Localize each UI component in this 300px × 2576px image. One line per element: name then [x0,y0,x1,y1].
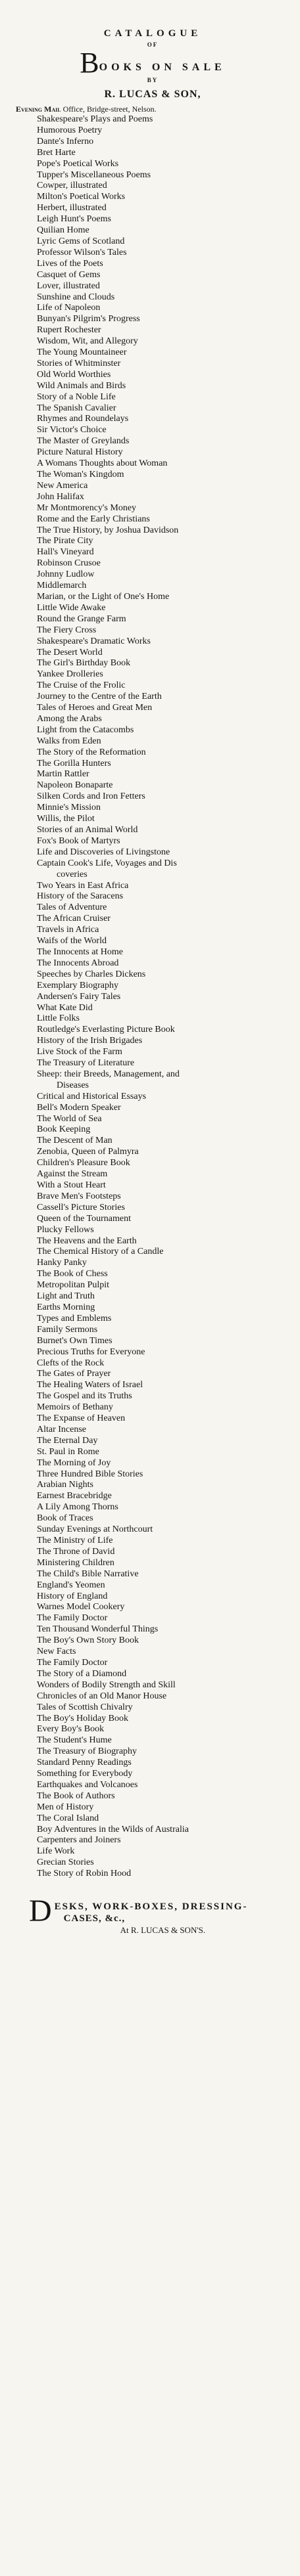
book-list-item: The Expanse of Heaven [37,1413,126,1424]
book-list-item: Metropolitan Pulpit [37,1280,110,1291]
book-list-item: Ten Thousand Wonderful Things [37,1624,159,1635]
book-list-item: Among the Arabs [37,713,102,724]
book-list-item: Arabian Nights [37,1480,93,1490]
book-list-item: Old World Worthies [37,369,111,380]
book-list-item: Lives of the Poets [37,258,103,269]
book-list-item: The Eternal Day [37,1435,98,1446]
book-list-item: Sir Victor's Choice [37,425,107,435]
book-list-item: Pope's Poetical Works [37,158,119,169]
title-initial: B [80,47,99,79]
book-list-item: Bunyan's Pilgrim's Progress [37,314,140,324]
book-list-item: Chronicles of an Old Manor House [37,1691,167,1701]
book-list-item: Shakespeare's Plays and Poems [37,114,153,124]
book-list-item: Standard Penny Readings [37,1758,132,1768]
book-list-item: The Family Doctor [37,1613,108,1624]
book-list-item: History of the Saracens [37,891,124,902]
book-list-item: Martin Rattler [37,769,89,780]
address-rest: Office, Bridge-street, Nelson. [61,104,157,114]
book-list-item: The Ministry of Life [37,1536,113,1545]
book-list-item: coveries [57,869,88,879]
book-list-item: Rome and the Early Christians [37,514,150,524]
book-list-item: History of the Irish Brigades [37,1036,143,1046]
book-list-item: Rupert Rochester [37,325,101,336]
book-list-item: A Womans Thoughts about Woman [37,458,168,469]
book-list-item: Stories of Whitminster [37,358,121,368]
book-list-item: The Fiery Cross [37,625,97,635]
book-list-item: England's Yeomen [37,1580,105,1590]
book-list-item: The True History, by Joshua Davidson [37,525,179,535]
book-list-item: The World of Sea [37,1113,102,1124]
book-list-item: The Chemical History of a Candle [37,1247,164,1257]
book-list-item: Children's Pleasure Book [37,1158,130,1168]
book-list-item: Earthquakes and Volcanoes [37,1779,138,1790]
book-list-item: Two Years in East Africa [37,880,129,891]
book-list-item: The Girl's Birthday Book [37,658,131,669]
book-list-item: The Gorilla Hunters [37,758,111,768]
book-list-item: Bell's Modern Speaker [37,1102,121,1113]
book-list-item: Plucky Fellows [37,1224,94,1235]
book-list-item: Willis, the Pilot [37,814,95,824]
publisher-name: R. LUCAS & SON, [104,89,201,100]
book-list-item: The Innocents at Home [37,946,124,957]
book-list-item: Tales of Adventure [37,902,107,913]
book-list-item: Fox's Book of Martyrs [37,835,120,846]
title-text: OOKS ON SALE [99,62,226,73]
catalogue-heading: CATALOGUE [103,28,202,39]
book-list-item: Travels in Africa [37,925,99,935]
book-list-item: Sunshine and Clouds [37,292,115,302]
footer-text [55,1897,248,1936]
book-list-item: John Halifax [37,491,84,502]
address-lead: Evening Mail [16,104,61,114]
of-label: OF [147,41,159,48]
book-list-item: New Facts [37,1647,76,1657]
book-list-item: The Heavens and the Earth [37,1235,137,1246]
book-list-item: Walks from Eden [37,736,101,746]
book-list-item: A Lily Among Thorns [37,1502,118,1513]
book-list-item: Tales of Scottish Chivalry [37,1702,133,1712]
book-list-item: The Spanish Cavalier [37,403,116,413]
book-list-item: Silken Cords and Iron Fetters [37,791,145,802]
book-list-item: Family Sermons [37,1324,98,1335]
book-list-item: The Book of Chess [37,1269,108,1279]
publisher-address [16,104,282,114]
book-list-item: Andersen's Fairy Tales [37,991,121,1002]
book-list-item: History of England [37,1591,108,1601]
book-list-item: Earths Morning [37,1302,95,1312]
book-list-item: The Cruise of the Frolic [37,680,126,691]
book-list-item: Warnes Model Cookery [37,1602,125,1612]
book-list-item: Professor Wilson's Tales [37,247,127,257]
book-list-item: Stories of an Animal World [37,825,138,835]
book-list-item: Critical and Historical Essays [37,1091,147,1101]
book-list-item: Journey to the Centre of the Earth [37,692,162,702]
book-list-item: Queen of the Tournament [37,1213,131,1224]
book-list-item: Light and Truth [37,1291,95,1302]
book-list-item: Zenobia, Queen of Palmyra [37,1147,139,1157]
book-list-item: Dante's Inferno [37,136,94,146]
book-list-item: Mr Montmorency's Money [37,502,137,513]
book-list-item: Life and Discoveries of Livingstone [37,847,170,857]
book-list-item: Lover, illustrated [37,280,100,291]
book-list-item: Something for Everybody [37,1769,133,1779]
book-list-item: St. Paul in Rome [37,1446,99,1457]
book-list-item: Hanky Panky [37,1258,87,1268]
book-list-item: With a Stout Heart [37,1180,106,1190]
book-list-item: Cowper, illustrated [37,181,107,191]
book-list-item: Wild Animals and Birds [37,380,126,391]
book-list-item: Live Stock of the Farm [37,1047,122,1057]
book-list-item: The Morning of Joy [37,1457,111,1468]
book-list-item: The Throne of David [37,1546,115,1557]
book-list-item: Little Folks [37,1013,80,1024]
book-list-item: Story of a Noble Life [37,391,116,402]
book-list-item: The Family Doctor [37,1657,108,1668]
book-list-item: Precious Truths for Everyone [37,1346,145,1357]
title-row [24,47,282,79]
book-list-item: Book Keeping [37,1124,91,1135]
book-list-item: Types and Emblems [37,1313,112,1323]
book-list-item: Altar Incense [37,1424,87,1434]
book-list-item: Captain Cook's Life, Voyages and Dis [37,858,177,868]
book-list-item: Waifs of the World [37,936,107,946]
book-list-item: Life of Napoleon [37,303,101,313]
book-list-item: The Treasury of Literature [37,1058,135,1069]
book-list-item: Herbert, illustrated [37,203,107,213]
book-list-item: Life Work [37,1846,75,1857]
footer-line-1: ESKS, WORK-BOXES, DRESSING- [54,1901,248,1913]
book-list-item: Yankee Drolleries [37,669,103,680]
book-list-item: Three Hundred Bible Stories [37,1469,143,1479]
book-list-item: Cassell's Picture Stories [37,1202,125,1212]
book-list-item: The Young Mountaineer [37,347,127,358]
book-list-item: Clefts of the Rock [37,1358,105,1368]
book-list-item: The Desert World [37,647,103,657]
book-list-item: The Innocents Abroad [37,958,119,968]
book-list-item: Sheep: their Breeds, Management, and [37,1069,180,1079]
book-list-item: Marian, or the Light of One's Home [37,591,170,602]
book-list-item: The Woman's Kingdom [37,470,124,479]
book-list-item: The Story of a Diamond [37,1668,127,1679]
book-list-item: New America [37,480,88,491]
book-list-item: Brave Men's Footsteps [37,1191,121,1201]
book-list-item: Wonders of Bodily Strength and Skill [37,1679,176,1690]
book-list-item: Johnny Ludlow [37,569,95,580]
book-list-item: Casquet of Gems [37,269,101,280]
book-list-item: Wisdom, Wit, and Allegory [37,336,138,347]
book-list-item: Tupper's Miscellaneous Poems [37,169,151,180]
book-list-item: Speeches by Charles Dickens [37,969,146,979]
book-list-item: Against the Stream [37,1169,108,1180]
footer-row [29,1894,282,1936]
footer-line-2: CASES, &c., [63,1913,126,1924]
book-list-item: Sunday Evenings at Northcourt [37,1524,153,1535]
by-label: BY [147,77,159,83]
book-list-item: The Student's Hume [37,1735,112,1746]
book-list-item: Little Wide Awake [37,602,106,613]
book-list-item: The Story of the Reformation [37,747,146,757]
catalogue-header [16,28,282,114]
book-list-item: What Kate Did [37,1002,93,1013]
book-list-item: The Book of Authors [37,1790,115,1801]
book-list-item: Boy Adventures in the Wilds of Australia [37,1824,189,1834]
book-list-item: Ministering Children [37,1557,114,1568]
book-list-item: The Boy's Holiday Book [37,1713,129,1723]
book-list-item: Robinson Crusoe [37,558,101,569]
book-list-item: Napoleon Bonaparte [37,780,113,791]
book-list-item: Men of History [37,1802,94,1812]
book-list-item: The Healing Waters of Israel [37,1380,143,1390]
book-list-item: Shakespeare's Dramatic Works [37,636,151,646]
book-list-item: Minnie's Mission [37,803,101,813]
footer-advert [24,1894,282,1936]
book-list-item: Round the Grange Farm [37,613,126,624]
book-list-item: Book of Traces [37,1513,93,1524]
book-list-item: The Coral Island [37,1813,99,1823]
book-list-item: Picture Natural History [37,447,123,458]
book-list-item: Grecian Stories [37,1857,94,1868]
book-list-item: Hall's Vineyard [37,547,94,558]
book-list-item: Routledge's Everlasting Picture Book [37,1025,175,1035]
footer-line-3: At R. LUCAS & SON'S. [120,1925,206,1936]
book-list-item: Bret Harte [37,147,76,158]
book-list-item: The Boy's Own Story Book [37,1635,139,1646]
book-list-item: Carpenters and Joiners [37,1835,121,1846]
book-list-item: Every Boy's Book [37,1724,105,1735]
book-list-item: The Pirate City [37,536,93,546]
book-list-item: The Gospel and its Truths [37,1391,132,1402]
book-list-item: Diseases [57,1080,89,1090]
book-list-item: Rhymes and Roundelays [37,414,129,424]
book-list-item: The Descent of Man [37,1136,113,1146]
book-list-item: Quilian Home [37,225,89,236]
footer-initial: D [29,1894,52,1929]
book-list-item: The African Cruiser [37,914,111,924]
book-list-item: Earnest Bracebridge [37,1491,112,1501]
book-list-item: Leigh Hunt's Poems [37,214,111,225]
book-list-item: Middlemarch [37,581,87,591]
book-list-item: Burnet's Own Times [37,1335,113,1346]
book-list-item: The Gates of Prayer [37,1369,111,1379]
book-list [24,114,282,1880]
book-list-item: Tales of Heroes and Great Men [37,703,153,713]
book-list-item: The Story of Robin Hood [37,1869,132,1879]
book-list-item: The Treasury of Biography [37,1746,138,1757]
book-list-item: Milton's Poetical Works [37,192,126,202]
book-list-item: The Master of Greylands [37,436,130,447]
book-list-item: The Child's Bible Narrative [37,1568,139,1579]
book-list-item: Lyric Gems of Scotland [37,236,125,246]
book-list-item: Light from the Catacombs [37,724,134,735]
book-list-item: Exemplary Biography [37,980,119,990]
book-list-item: Humorous Poetry [37,125,103,135]
book-list-item: Memoirs of Bethany [37,1402,113,1413]
